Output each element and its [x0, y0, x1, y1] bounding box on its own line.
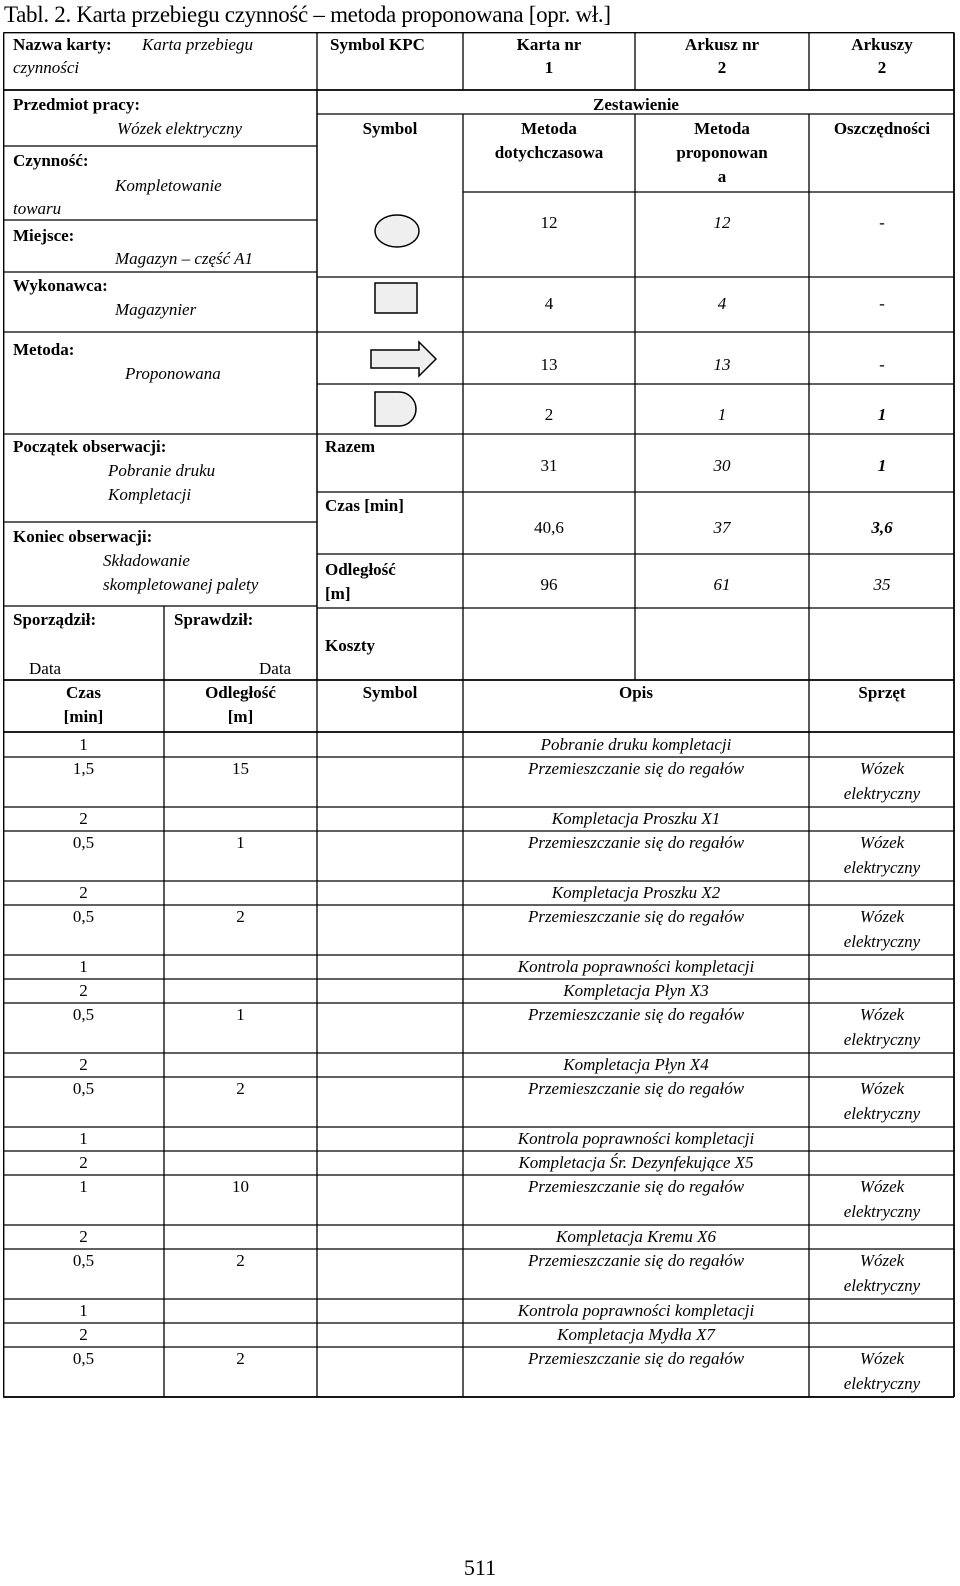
row-time: 1 — [79, 1301, 88, 1320]
col-time-header: Czas — [66, 683, 101, 702]
row-description: Przemieszczanie się do regałów — [527, 1005, 745, 1024]
distance-label: Odległość — [325, 560, 396, 579]
current-method-header: Metoda — [521, 119, 577, 138]
total-savings: 1 — [877, 456, 887, 475]
row-time: 0,5 — [72, 907, 95, 926]
row-description: Kompletacja Płyn X4 — [563, 1055, 709, 1074]
time-savings: 3,6 — [871, 518, 893, 537]
row-time: 2 — [79, 1055, 88, 1074]
col-equipment-header: Sprzęt — [858, 683, 906, 702]
summary-savings-value: - — [879, 213, 885, 232]
row-time: 0,5 — [72, 833, 95, 852]
summary-symbol-header: Symbol — [362, 119, 418, 138]
distance-savings: 35 — [873, 575, 891, 594]
row-distance: 2 — [236, 1349, 245, 1368]
total-proposed: 30 — [713, 456, 731, 475]
card-name-label: Nazwa karty: — [13, 35, 112, 54]
row-description: Przemieszczanie się do regałów — [527, 1251, 745, 1270]
row-description: Przemieszczanie się do regałów — [527, 759, 745, 778]
summary-proposed-value: 12 — [713, 213, 731, 232]
row-description: Kontrola poprawności kompletacji — [517, 1301, 755, 1320]
sheets-total-label: Arkuszy — [851, 35, 913, 54]
summary-current-value: 2 — [544, 405, 554, 424]
performer-value: Magazynier — [115, 300, 197, 319]
summary-current-value: 4 — [544, 294, 554, 313]
total-current: 31 — [540, 456, 558, 475]
observation-end-label: Koniec obserwacji: — [13, 527, 153, 546]
row-description: Przemieszczanie się do regałów — [527, 1177, 745, 1196]
savings-header: Oszczędności — [833, 119, 931, 138]
checked-date-label: Data — [259, 659, 292, 678]
row-equipment: Wózek — [859, 1005, 905, 1024]
delay-icon — [375, 392, 416, 426]
row-equipment-cont: elektryczny — [843, 1202, 921, 1221]
summary-proposed-value: 13 — [713, 355, 731, 374]
row-description: Kompletacja Płyn X3 — [563, 981, 709, 1000]
observation-start-label: Początek obserwacji: — [13, 437, 167, 456]
operation-icon — [375, 215, 419, 247]
time-current: 40,6 — [534, 518, 564, 537]
transport-arrow-icon — [371, 342, 436, 376]
col-description-header: Opis — [618, 683, 654, 702]
place-label: Miejsce: — [13, 226, 75, 245]
proposed-method-header-cont: proponowan — [676, 143, 768, 162]
table-caption: Tabl. 2. Karta przebiegu czynność – metoda proponowana [opr. wł.] — [4, 2, 611, 27]
sheet-number-value: 2 — [717, 58, 727, 77]
card-number-label: Karta nr — [516, 35, 582, 54]
process-chart-table — [3, 32, 955, 1413]
performer-label: Wykonawca: — [13, 276, 108, 295]
checked-by-label: Sprawdził: — [174, 610, 254, 629]
activity-value-cont: towaru — [13, 199, 62, 218]
proposed-method-header: Metoda — [694, 119, 750, 138]
summary-savings-value: 1 — [877, 405, 887, 424]
row-equipment-cont: elektryczny — [843, 1030, 921, 1049]
row-distance: 1 — [236, 1005, 245, 1024]
place-value: Magazyn – część A1 — [115, 249, 254, 268]
row-time: 2 — [79, 1153, 88, 1172]
row-description: Kontrola poprawności kompletacji — [517, 957, 755, 976]
row-time: 0,5 — [72, 1005, 95, 1024]
row-equipment-cont: elektryczny — [843, 1276, 921, 1295]
row-equipment-cont: elektryczny — [843, 858, 921, 877]
row-equipment-cont: elektryczny — [843, 1104, 921, 1123]
activity-label: Czynność: — [13, 151, 89, 170]
row-equipment-cont: elektryczny — [843, 784, 921, 803]
card-name-value-cont: czynności — [13, 58, 80, 77]
row-time: 1 — [79, 1129, 88, 1148]
observation-end-value-cont: skompletowanej palety — [103, 575, 259, 594]
col-time-unit: [min] — [63, 707, 104, 726]
symbol-kpc-label: Symbol KPC — [330, 35, 425, 54]
row-description: Pobranie druku kompletacji — [540, 735, 732, 754]
row-description: Przemieszczanie się do regałów — [527, 1349, 745, 1368]
row-time: 0,5 — [72, 1079, 95, 1098]
row-time: 2 — [79, 1325, 88, 1344]
row-description: Przemieszczanie się do regałów — [527, 907, 745, 926]
inspection-icon — [375, 283, 417, 313]
summary-savings-value: - — [879, 294, 885, 313]
observation-start-value-cont: Kompletacji — [108, 485, 192, 504]
method-value: Proponowana — [125, 364, 221, 383]
summary-title: Zestawienie — [593, 95, 679, 114]
work-subject-value: Wózek elektryczny — [117, 119, 243, 138]
row-time: 2 — [79, 883, 88, 902]
costs-label: Koszty — [325, 636, 376, 655]
col-symbol-header: Symbol — [362, 683, 418, 702]
row-description: Kontrola poprawności kompletacji — [517, 1129, 755, 1148]
col-distance-header: Odległość — [205, 683, 276, 702]
row-distance: 10 — [232, 1177, 249, 1196]
sheets-total-value: 2 — [877, 58, 887, 77]
row-distance: 2 — [236, 1251, 245, 1270]
time-label: Czas [min] — [325, 496, 404, 515]
row-time: 2 — [79, 809, 88, 828]
row-time: 1 — [79, 957, 88, 976]
observation-start-value: Pobranie druku — [108, 461, 216, 480]
time-proposed: 37 — [713, 518, 731, 537]
row-distance: 2 — [236, 1079, 245, 1098]
observation-end-value: Składowanie — [103, 551, 190, 570]
summary-proposed-value: 1 — [717, 405, 727, 424]
row-equipment: Wózek — [859, 1251, 905, 1270]
summary-savings-value: - — [879, 355, 885, 374]
row-description: Przemieszczanie się do regałów — [527, 833, 745, 852]
row-equipment-cont: elektryczny — [843, 932, 921, 951]
proposed-method-header-cont2: a — [717, 167, 727, 186]
row-description: Kompletacja Mydła X7 — [557, 1325, 715, 1344]
card-name-value: Karta przebiegu — [142, 35, 253, 54]
prepared-by-label: Sporządził: — [13, 610, 97, 629]
distance-proposed: 61 — [713, 575, 731, 594]
total-label: Razem — [325, 437, 376, 456]
activity-value: Kompletowanie — [115, 176, 222, 195]
page-number: 511 — [463, 1555, 497, 1580]
row-time: 0,5 — [72, 1251, 95, 1270]
row-time: 2 — [79, 981, 88, 1000]
row-description: Kompletacja Kremu X6 — [556, 1227, 716, 1246]
row-time: 2 — [79, 1227, 88, 1246]
current-method-header-cont: dotychczasowa — [494, 143, 604, 162]
distance-label-unit: [m] — [325, 584, 351, 603]
distance-current: 96 — [540, 575, 558, 594]
row-time: 1 — [79, 1177, 88, 1196]
row-time: 1 — [79, 735, 88, 754]
row-equipment: Wózek — [859, 1177, 905, 1196]
row-description: Kompletacja Śr. Dezynfekujące X5 — [518, 1153, 754, 1172]
sheet-number-label: Arkusz nr — [684, 35, 760, 54]
method-label: Metoda: — [13, 340, 75, 359]
row-time: 0,5 — [72, 1349, 95, 1368]
summary-current-value: 13 — [540, 355, 558, 374]
row-equipment: Wózek — [859, 907, 905, 926]
row-equipment: Wózek — [859, 833, 905, 852]
summary-current-value: 12 — [540, 213, 558, 232]
work-subject-label: Przedmiot pracy: — [13, 95, 140, 114]
row-distance: 1 — [236, 833, 245, 852]
row-description: Kompletacja Proszku X1 — [551, 809, 721, 828]
row-description: Kompletacja Proszku X2 — [551, 883, 721, 902]
card-number-value: 1 — [544, 58, 554, 77]
row-description: Przemieszczanie się do regałów — [527, 1079, 745, 1098]
summary-proposed-value: 4 — [717, 294, 727, 313]
prepared-date-label: Data — [29, 659, 62, 678]
kpc-symbols — [317, 187, 463, 437]
row-equipment: Wózek — [859, 759, 905, 778]
col-distance-unit: [m] — [227, 707, 254, 726]
row-equipment: Wózek — [859, 1349, 905, 1368]
row-distance: 15 — [232, 759, 249, 778]
row-distance: 2 — [236, 907, 245, 926]
row-equipment: Wózek — [859, 1079, 905, 1098]
row-time: 1,5 — [72, 759, 95, 778]
row-equipment-cont: elektryczny — [843, 1374, 921, 1393]
